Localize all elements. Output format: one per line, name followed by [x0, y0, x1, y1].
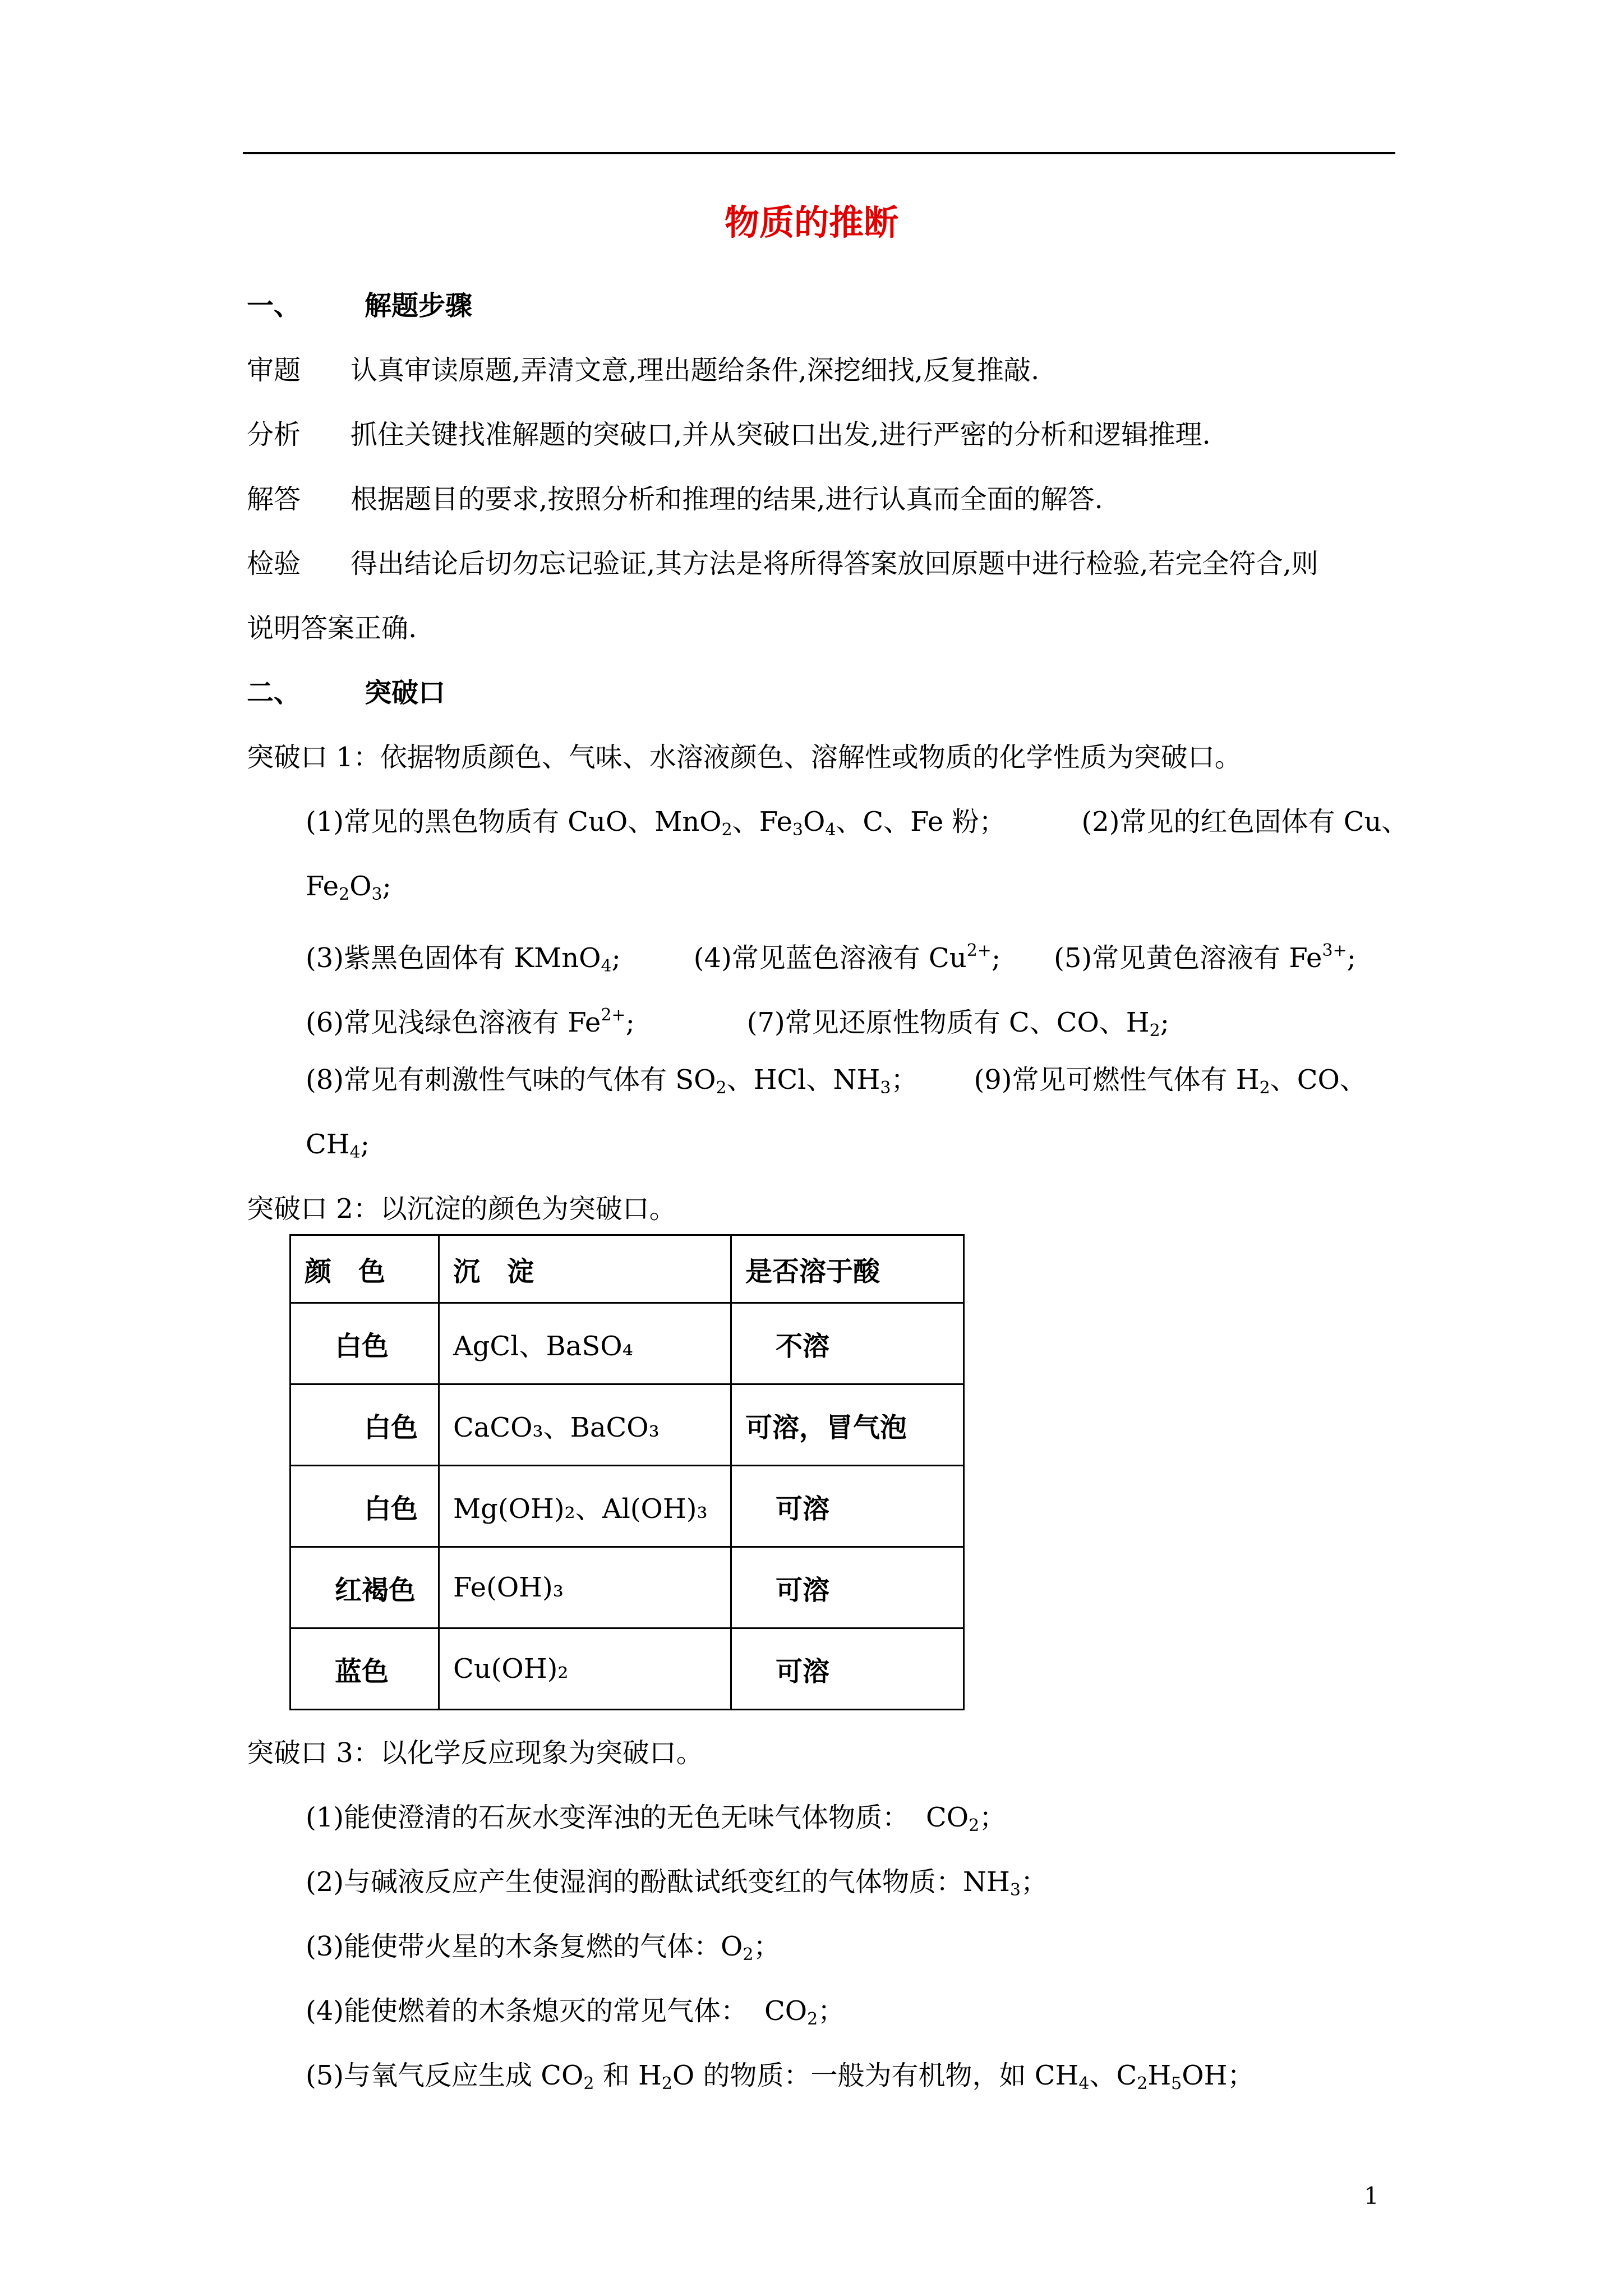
step-analyze — [247, 415, 1211, 454]
item-purple-black-solid: (3)紫黑色固体有 KMnO$_4$; — [306, 942, 621, 976]
breakthrough-2-intro: 突破口 2：以沉淀的颜色为突破口。 — [247, 1193, 676, 1225]
breakthrough-1-item-3-5 — [306, 931, 1356, 986]
step-term: 审题 — [247, 355, 301, 386]
step-verify-continuation: 说明答案正确. — [247, 613, 417, 644]
breakthrough-1-intro: 突破口 1：依据物质颜色、气味、水溶液颜色、溶解性或物质的化学性质为突破口。 — [247, 742, 1242, 773]
reaction-item-3: (3)能使带火星的木条复燃的气体：$O_2$； — [306, 1931, 781, 1964]
table-header-row — [291, 1235, 964, 1303]
cell-color: 白色 — [291, 1303, 439, 1384]
reaction-item-1: (1)能使澄清的石灰水变浑浊的无色无味气体物质： $CO_2$； — [306, 1802, 1007, 1835]
section-1-number: 一、 — [247, 290, 301, 321]
cell-acid: 可溶 — [731, 1628, 964, 1710]
step-text: 根据题目的要求,按照分析和推理的结果,进行认真而全面的解答. — [351, 484, 1103, 515]
breakthrough-1-item-8-9 — [306, 1060, 1367, 1108]
cell-precipitate: CaCO₃、BaCO₃ — [439, 1384, 731, 1466]
cell-precipitate: Cu(OH)₂ — [439, 1628, 731, 1710]
header-rule — [243, 152, 1395, 154]
cell-acid: 可溶，冒气泡 — [731, 1384, 964, 1466]
cell-precipitate: AgCl、BaSO₄ — [439, 1303, 731, 1384]
section-1-title: 解题步骤 — [365, 290, 473, 321]
cell-precipitate: Mg(OH)₂、Al(OH)₃ — [439, 1466, 731, 1547]
reaction-item-4: (4)能使燃着的木条熄灭的常见气体： $CO_2$； — [306, 1995, 845, 2029]
precipitate-table — [289, 1234, 965, 1710]
cell-precipitate: Fe(OH)₃ — [439, 1547, 731, 1628]
breakthrough-1-item-9-cont: $CH_4$; — [306, 1129, 370, 1162]
step-answer — [247, 480, 1103, 519]
breakthrough-1-item-2-cont: $Fe_2O_3$; — [306, 871, 391, 904]
item-blue-solution: (4)常见蓝色溶液有 $Cu^{2+}$; — [693, 941, 1001, 974]
header-color: 颜 色 — [291, 1235, 439, 1303]
table-row — [291, 1466, 964, 1547]
step-term: 检验 — [247, 548, 301, 579]
table-row — [291, 1628, 964, 1710]
header-acid-solubility: 是否溶于酸 — [731, 1235, 964, 1303]
header-precipitate: 沉 淀 — [439, 1235, 731, 1303]
item-red-solids: (2)常见的红色固体有 Cu、 — [1081, 806, 1409, 838]
reaction-item-2: (2)与碱液反应产生使湿润的酚酞试纸变红的气体物质：$NH_3$； — [306, 1866, 1048, 1900]
table-row — [291, 1384, 964, 1466]
cell-color: 白色 — [291, 1384, 439, 1466]
step-text: 认真审读原题,弄清文意,理出题给条件,深挖细找,反复推敲. — [351, 355, 1040, 386]
reaction-item-5: (5)与氧气反应生成 $CO_2$ 和 $H_2O$ 的物质：一般为有机物，如 $CH_4$、$C_2H_5OH$； — [306, 2060, 1255, 2093]
item-flammable-gases: (9)常见可燃性气体有 $H_2$、CO、 — [974, 1064, 1367, 1098]
step-text: 得出结论后切勿忘记验证,其方法是将所得答案放回原题中进行检验,若完全符合,则 — [351, 548, 1318, 579]
section-2-heading — [247, 673, 445, 712]
cell-acid: 不溶 — [731, 1303, 964, 1384]
cell-acid: 可溶 — [731, 1547, 964, 1628]
table-row — [291, 1303, 964, 1384]
breakthrough-1-item-1-2 — [306, 802, 1408, 850]
table-row — [291, 1547, 964, 1628]
item-pungent-gases: (8)常见有刺激性气味的气体有 $SO_2$、HCl、$NH_3$； — [306, 1064, 918, 1098]
page-number: 1 — [1364, 2182, 1379, 2210]
step-review — [247, 351, 1039, 390]
step-term: 解答 — [247, 484, 301, 515]
section-1-heading — [247, 286, 472, 325]
cell-color: 白色 — [291, 1466, 439, 1547]
cell-color: 红褐色 — [291, 1547, 439, 1628]
item-yellow-solution: (5)常见黄色溶液有 $Fe^{3+}$; — [1054, 941, 1356, 974]
section-2-title: 突破口 — [365, 677, 446, 708]
step-verify — [247, 544, 1318, 583]
document-title: 物质的推断 — [724, 202, 898, 243]
cell-acid: 可溶 — [731, 1466, 964, 1547]
item-reducing-substances: (7)常见还原性物质有 C、CO、$H_2$; — [746, 1007, 1169, 1041]
step-term: 分析 — [247, 419, 301, 450]
item-light-green-solution: (6)常见浅绿色溶液有 $Fe^{2+}$; — [306, 1005, 635, 1038]
step-text: 抓住关键找准解题的突破口,并从突破口出发,进行严密的分析和逻辑推理. — [351, 419, 1211, 450]
breakthrough-1-item-6-7 — [306, 996, 1169, 1051]
section-2-number: 二、 — [247, 677, 301, 708]
item-black-substances: (1)常见的黑色物质有 CuO、MnO$_2$、$Fe_3O_4$、C、Fe 粉； — [306, 806, 1006, 840]
breakthrough-3-intro: 突破口 3：以化学反应现象为突破口。 — [247, 1737, 703, 1769]
cell-color: 蓝色 — [291, 1628, 439, 1710]
